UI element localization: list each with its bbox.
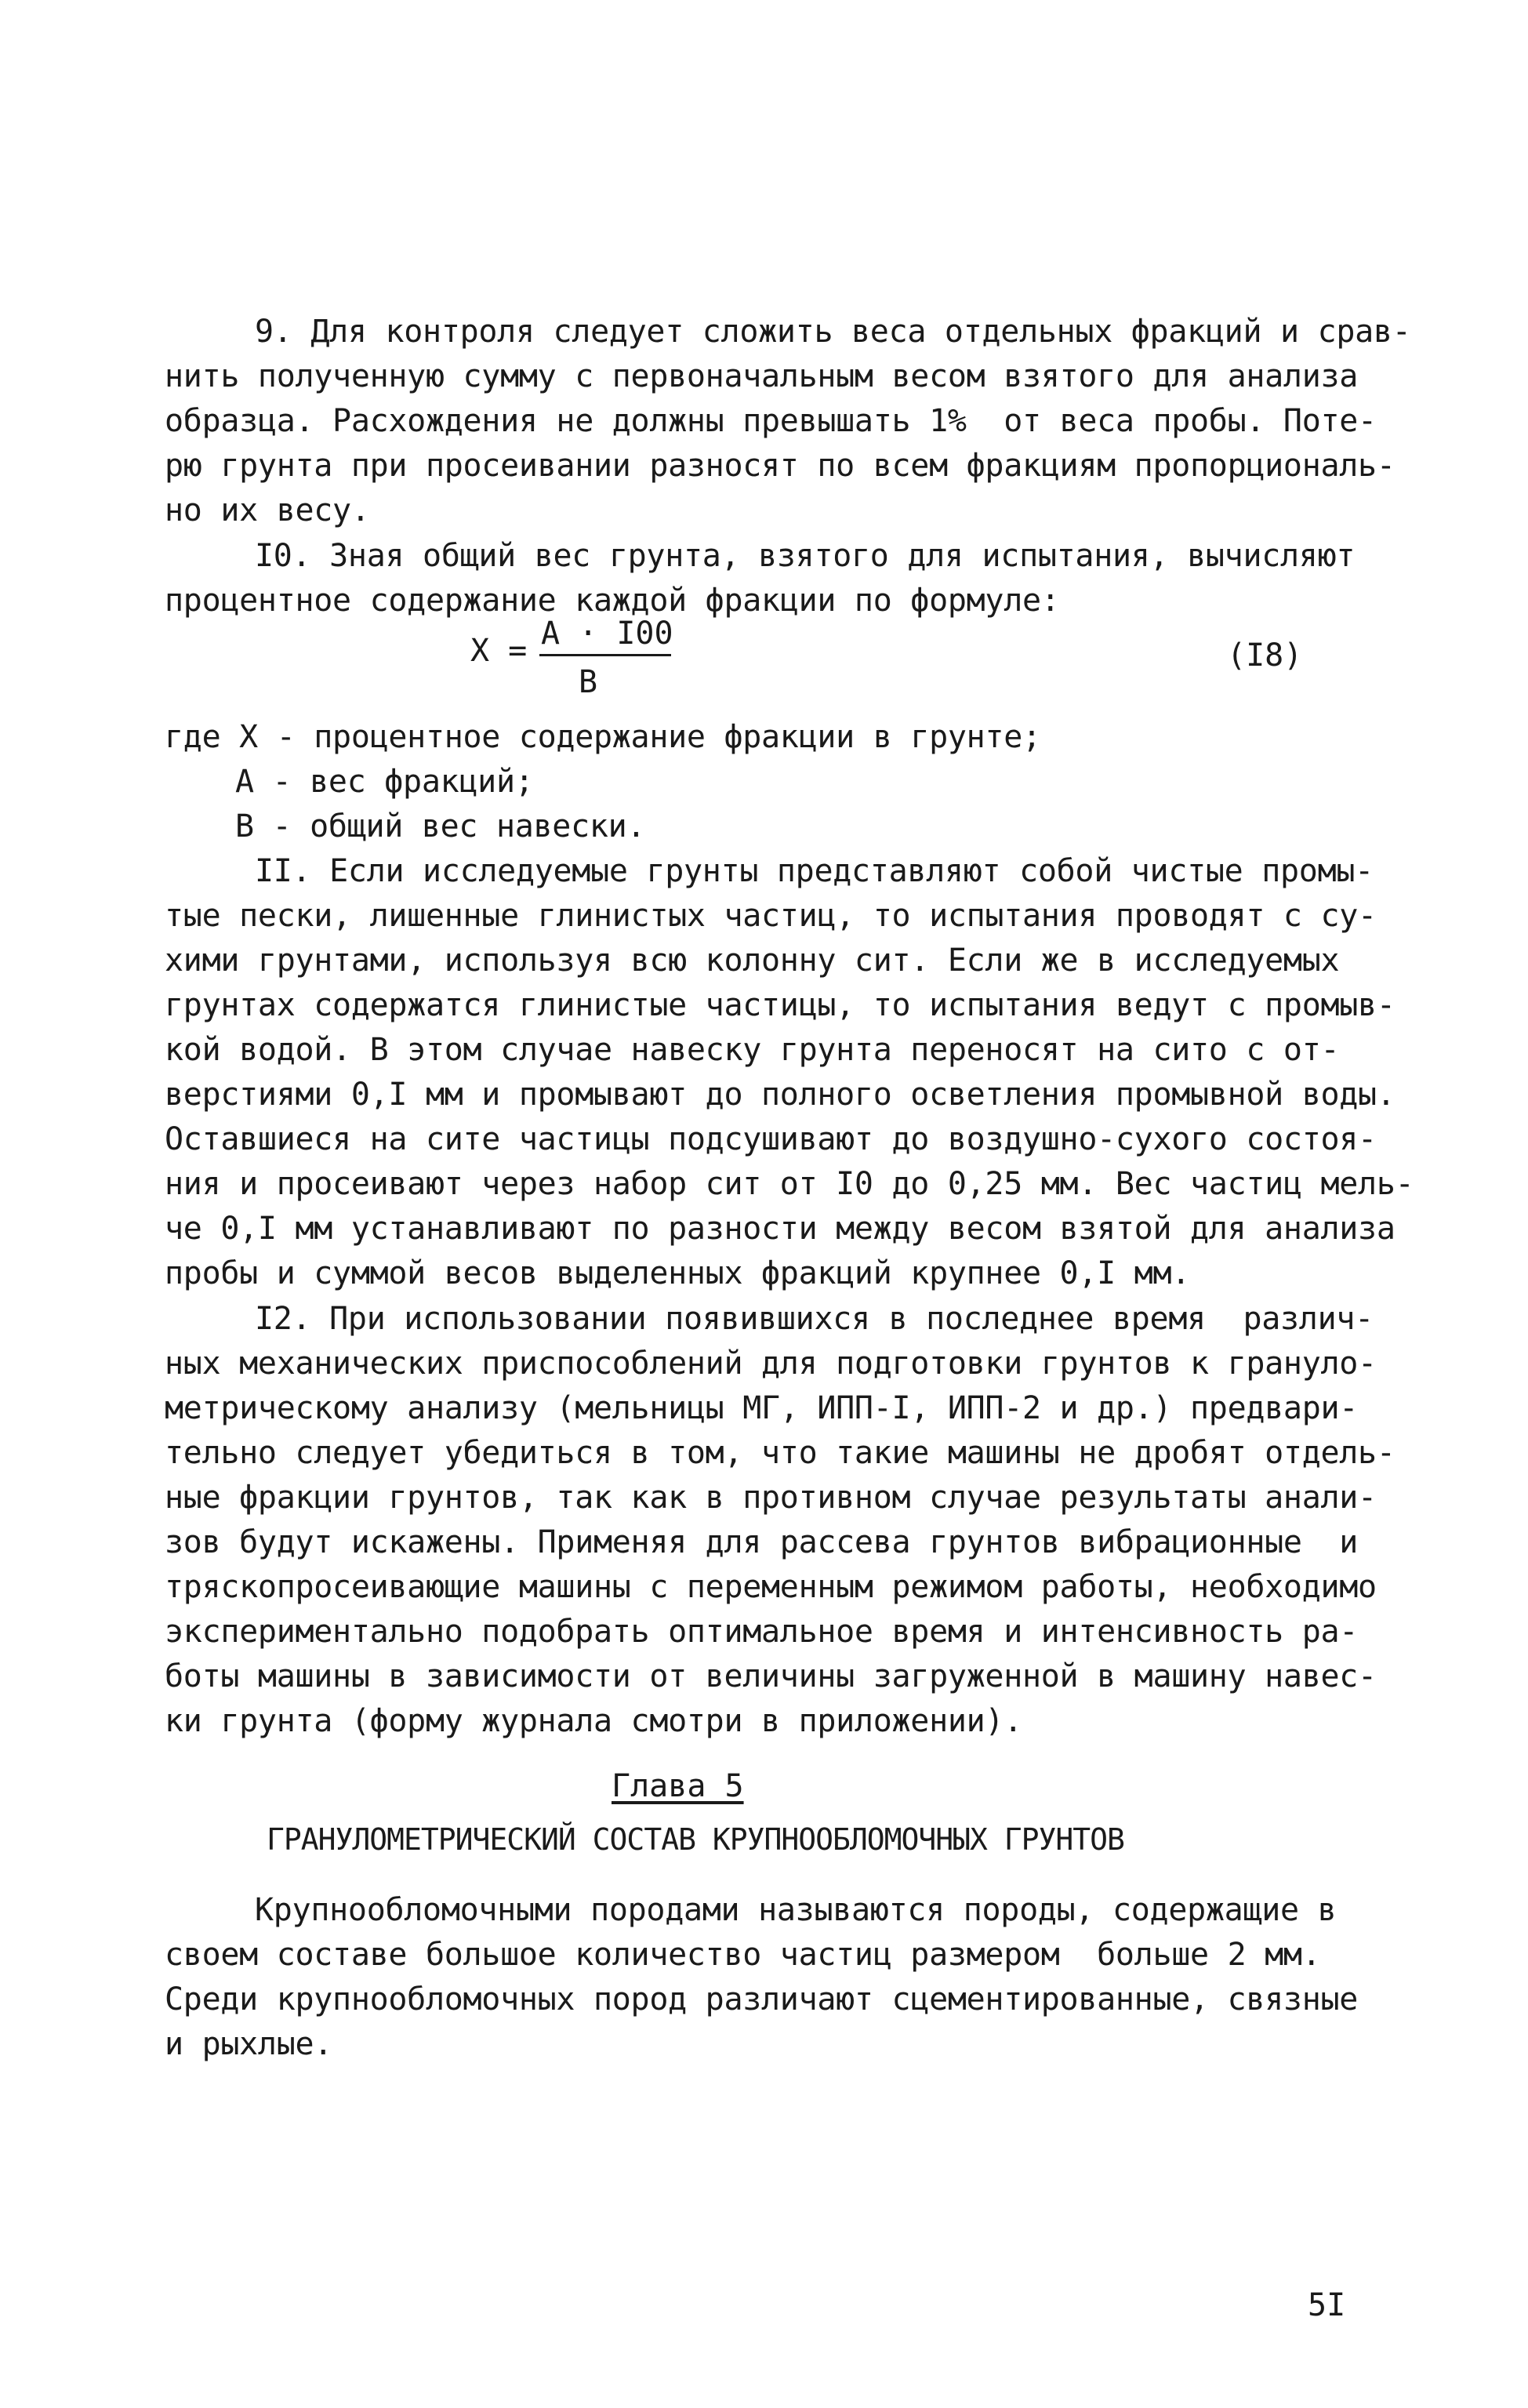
p11-line-6: верстиями 0,I мм и промывают до полного осветления промывной воды. (165, 1077, 1396, 1113)
formula-lhs: X = (470, 633, 528, 669)
where-line-2: А - вес фракций; (235, 764, 534, 800)
chapter-body-line-3: Среди крупнообломочных пород различают сцементированные, связные (165, 1981, 1359, 2018)
p12-line-7: тряскопросеивающие машины с переменным режимом работы, необходимо (165, 1569, 1377, 1605)
chapter-title: ГРАНУЛОМЕТРИЧЕСКИЙ СОСТАВ КРУПНООБЛОМОЧНЫХ ГРУНТОВ (267, 1822, 1124, 1857)
p9-line-2: нить полученную сумму с первоначальным весом взятого для анализа (165, 358, 1359, 394)
p9-line-4: рю грунта при просеивании разносят по всем фракциям пропорциональ- (165, 448, 1396, 484)
p12-line-4: тельно следует убедиться в том, что такие машины не дробят отдель- (165, 1435, 1396, 1471)
p12-line-6: зов будут искажены. Применяя для рассева грунтов вибрационные и (165, 1524, 1359, 1560)
p11-line-2: тые пески, лишенные глинистых частиц, то испытания проводят с су- (165, 898, 1377, 934)
formula-number: (I8) (1227, 637, 1303, 674)
p12-line-10: ки грунта (форму журнала смотри в приложении). (165, 1703, 1022, 1739)
p11-line-7: Оставшиеся на сите частицы подсушивают до воздушно-сухого состоя- (165, 1121, 1377, 1157)
p11-line-8: ния и просеивают через набор сит от I0 до 0,25 мм. Вес частиц мель- (165, 1166, 1414, 1202)
chapter-body-line-4: и рыхлые. (165, 2026, 333, 2062)
p12-line-5: ные фракции грунтов, так как в противном случае результаты анали- (165, 1480, 1377, 1516)
where-line-3: В - общий вес навески. (235, 808, 646, 844)
chapter-body-line-2: своем составе большое количество частиц размером больше 2 мм. (165, 1937, 1321, 1973)
p11-line-1: II. Если исследуемые грунты представляют собой чистые промы- (255, 853, 1374, 889)
p11-line-5: кой водой. В этом случае навеску грунта переносят на сито с от- (165, 1032, 1340, 1068)
p12-line-9: боты машины в зависимости от величины загруженной в машину навес- (165, 1658, 1377, 1694)
p12-line-8: экспериментально подобрать оптимальное время и интенсивность ра- (165, 1614, 1359, 1650)
chapter-body-line-1: Крупнообломочными породами называются породы, содержащие в (255, 1892, 1337, 1928)
formula-fraction-bar (539, 654, 671, 656)
page-number: 5I (1308, 2287, 1346, 2323)
p9-line-5: но их весу. (165, 492, 370, 528)
p12-line-3: метрическому анализу (мельницы МГ, ИПП-I, ИПП-2 и др.) предвари- (165, 1390, 1359, 1426)
formula-numerator: A · I00 (541, 616, 673, 652)
p12-line-1: I2. При использовании появившихся в последнее время различ- (255, 1301, 1374, 1337)
where-line-1: где X - процентное содержание фракции в грунте; (165, 719, 1041, 755)
p11-line-3: хими грунтами, используя всю колонну сит. Если же в исследуемых (165, 942, 1340, 979)
formula-denominator: B (579, 664, 598, 700)
p11-line-9: че 0,I мм устанавливают по разности между весом взятой для анализа (165, 1211, 1396, 1247)
p10-line-1: I0. Зная общий вес грунта, взятого для испытания, вычисляют (255, 538, 1356, 574)
chapter-label: Глава 5 (612, 1768, 744, 1804)
p12-line-2: ных механических приспособлений для подготовки грунтов к грануло- (165, 1346, 1377, 1382)
p9-line-3: образца. Расхождения не должны превышать 1% от веса пробы. Поте- (165, 403, 1377, 439)
p9-line-1: 9. Для контроля следует сложить веса отдельных фракций и срав- (255, 314, 1411, 350)
p10-line-2: процентное содержание каждой фракции по формуле: (165, 583, 1060, 619)
p11-line-10: пробы и суммой весов выделенных фракций крупнее 0,I мм. (165, 1255, 1191, 1291)
p11-line-4: грунтах содержатся глинистые частицы, то испытания ведут с промыв- (165, 987, 1396, 1023)
